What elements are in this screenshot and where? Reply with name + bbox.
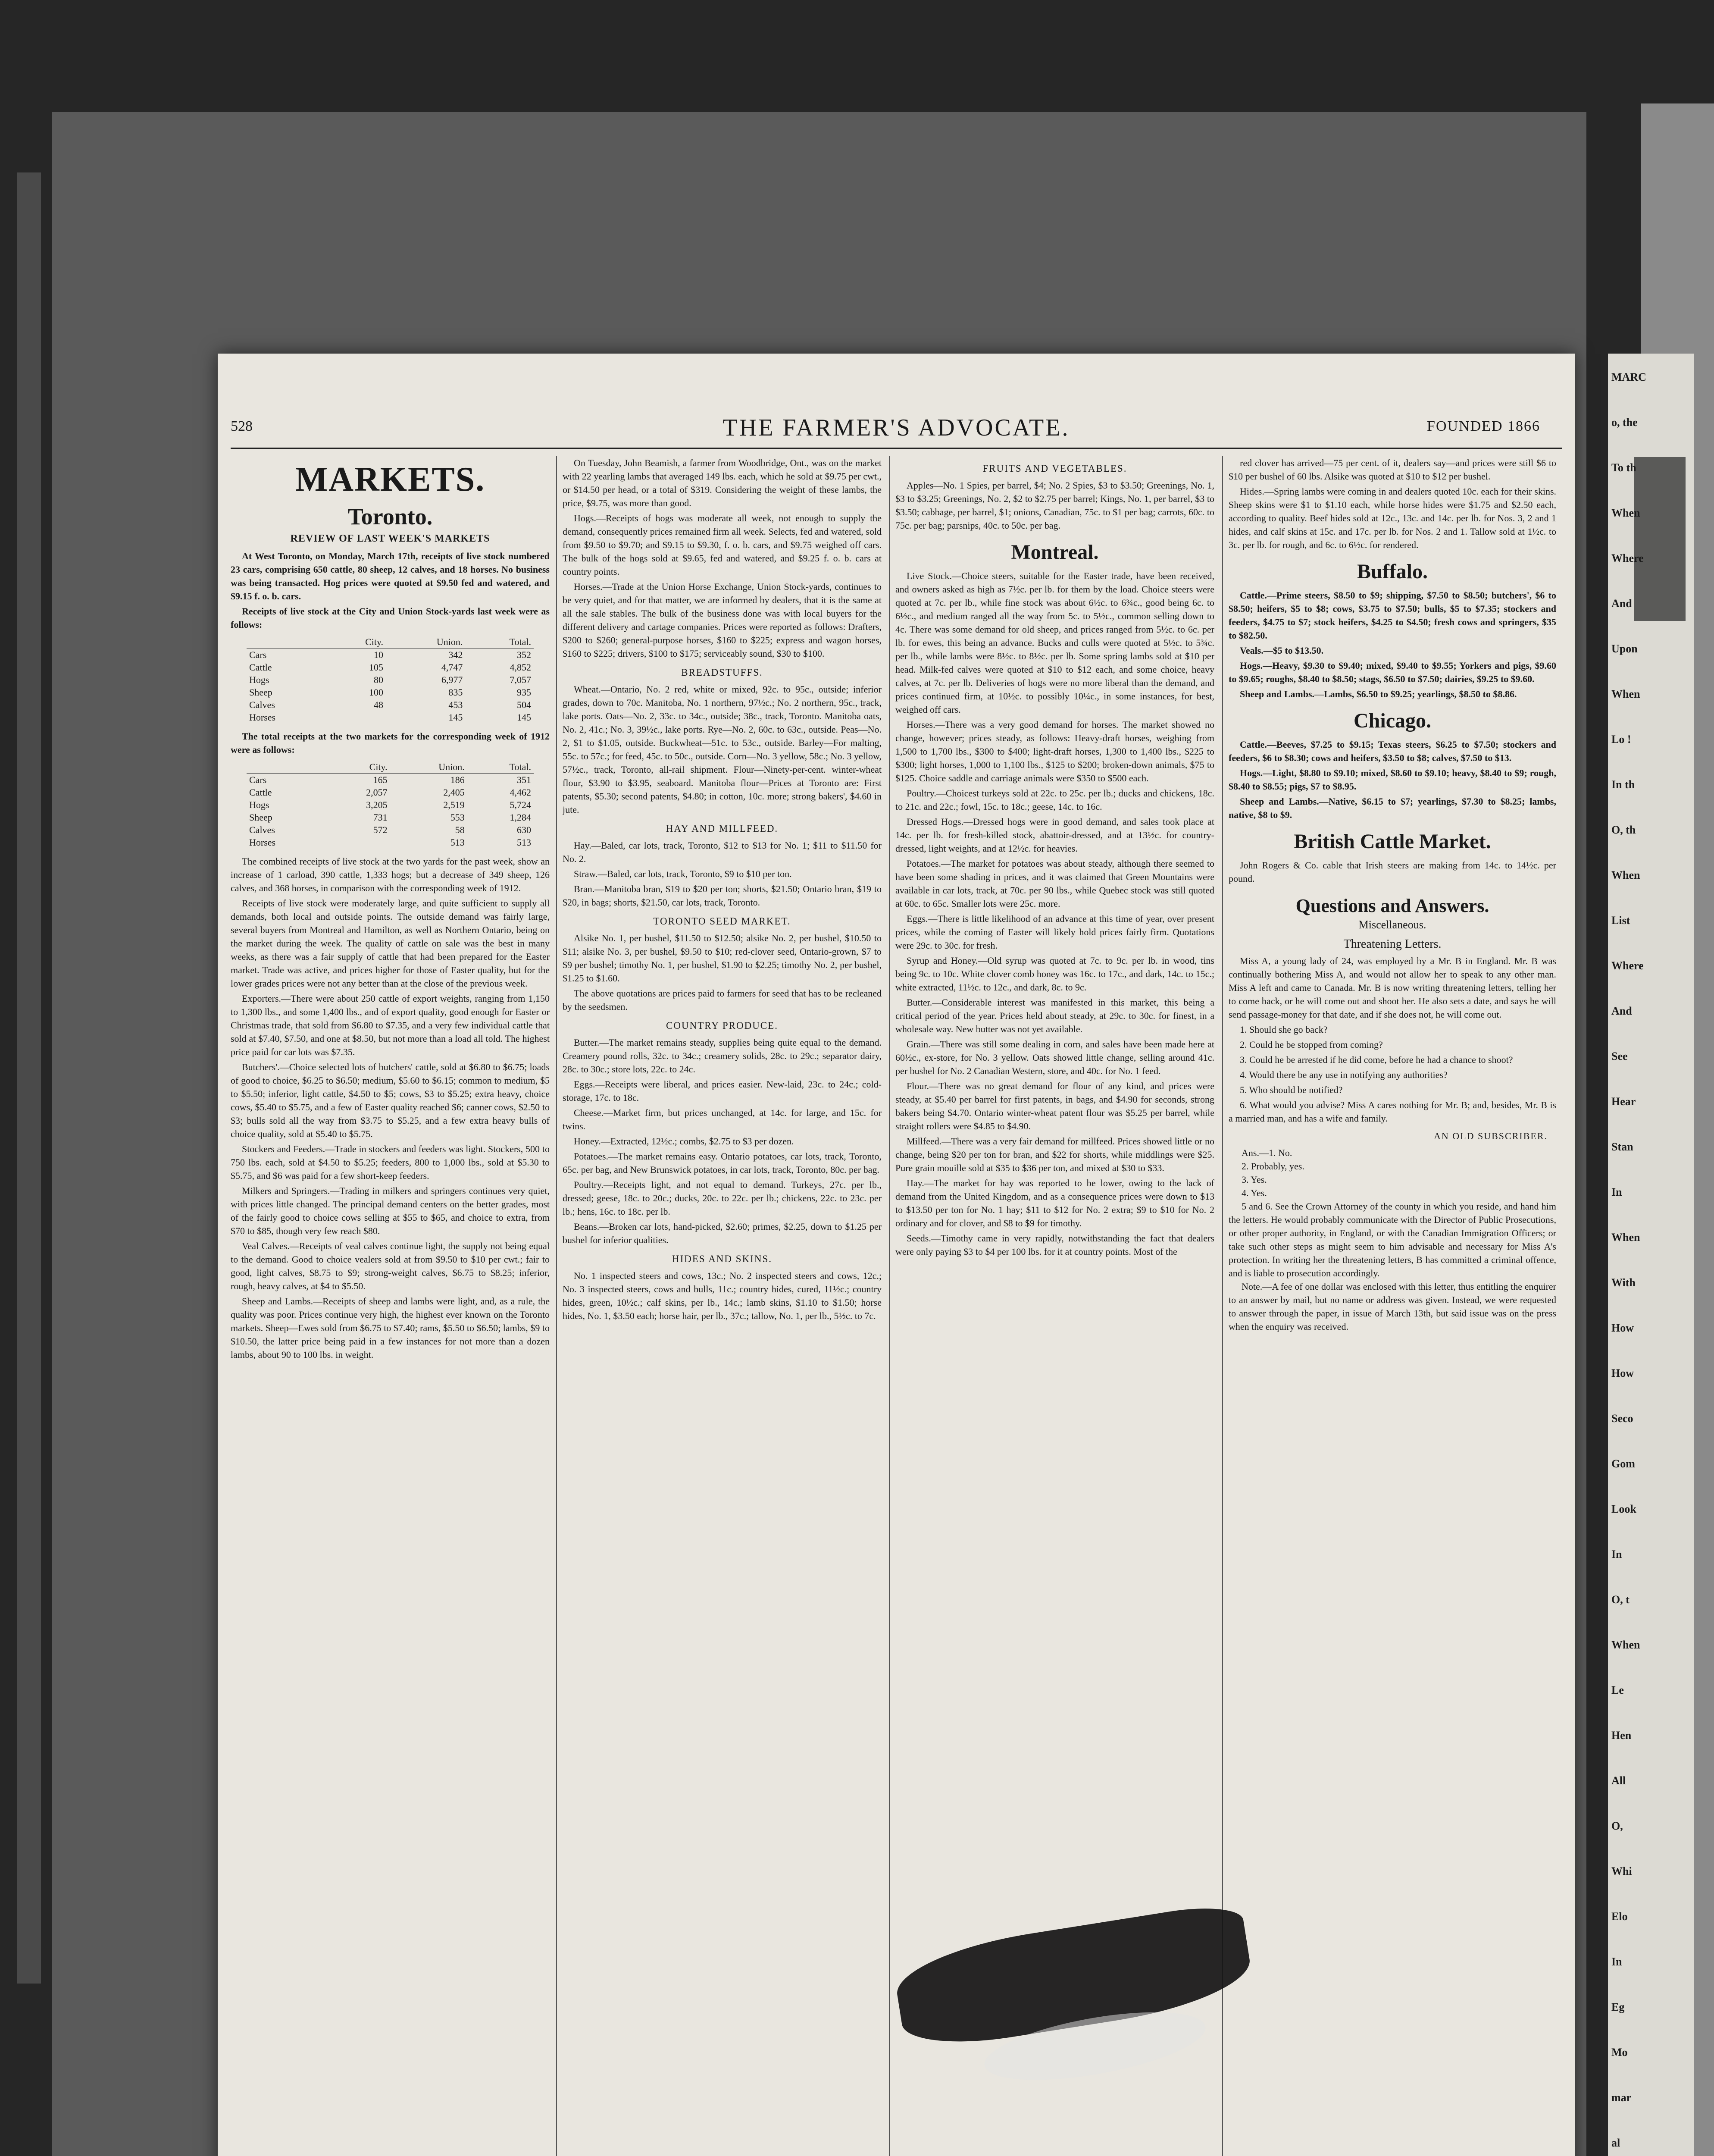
adjacent-page-word: Where xyxy=(1611,552,1644,564)
adjacent-page-word: Eg xyxy=(1611,2001,1625,2013)
film-edge-left xyxy=(17,172,41,1984)
table-cell: 935 xyxy=(517,687,531,698)
table-cell: Horses xyxy=(249,712,276,723)
table-cell: 731 xyxy=(373,812,388,823)
review-heading: REVIEW OF LAST WEEK'S MARKETS xyxy=(290,533,490,544)
market-paragraph: Butter.—Considerable interest was manifested in this market, this being a critical period of the year. Prices held about steady, at 29c. to 30c. for finest, in a wholesale way. New butter was not yet available. xyxy=(895,997,1214,1034)
threatening-letters-body xyxy=(1229,954,1556,1125)
adjacent-page-word: In th xyxy=(1611,778,1635,791)
market-paragraph: Butchers'.—Choice selected lots of butchers' cattle, sold at $6.80 to $6.75; loads of good to choice, $6.25 to $6.50; medium, $5.60 to $6.15; common to medium, $5 to $5.50; inferior, light cattle, $4.50 to $5; cows, $3 to $5.25; extra heavy, choice cows, $5.40 to $5.75, and a few of Easter quality reached $6; canner cows, $2.50 to $3; bulls sold all the way from $3.75 to $5.25, and a few extra heavy bulls of choice quality, sold at $5.40 to $5.75. xyxy=(231,1062,550,1139)
table-cell: 2,405 xyxy=(443,787,465,798)
market-paragraph: red clover has arrived—75 per cent. of it, dealers say—and prices were still $6 to $10 per bushel of 60 lbs. Alsike was quoted at $10 to $12 per bushel. xyxy=(1229,458,1556,482)
questions-answers-heading: Questions and Answers. xyxy=(1295,895,1489,916)
column-2 xyxy=(563,456,882,2156)
adjacent-page-word: Upon xyxy=(1611,642,1638,655)
letter-paragraph: 1. Should she go back? xyxy=(1240,1024,1328,1035)
chicago-heading: Chicago. xyxy=(1354,709,1431,732)
founded-line: FOUNDED 1866 xyxy=(1427,418,1540,434)
letter-paragraph: 6. What would you advise? Miss A cares nothing for Mr. B; and, besides, Mr. B is a married man, and has a wife and family. xyxy=(1229,1100,1556,1124)
market-paragraph: Millfeed.—There was a very fair demand for millfeed. Prices showed little or no change, being $20 per ton for bran, and $22 for shorts, while middlings were $25. Pure grain mouille sold at $35 to $36 per ton, and mixed at $30 to $33. xyxy=(895,1136,1214,1173)
adjacent-page-word: O, xyxy=(1611,1820,1623,1832)
answers-body xyxy=(1229,1146,1556,1333)
table-row xyxy=(247,649,534,661)
adjacent-page-word: Mo xyxy=(1611,2046,1628,2059)
table-cell: 352 xyxy=(517,649,531,660)
table-cell: 10 xyxy=(374,649,384,660)
table-cell: 572 xyxy=(373,824,388,835)
market-paragraph: Butter.—The market remains steady, supplies being quite equal to the demand. Creamery pound rolls, 32c. to 34c.; creamery solids, 28c. to 29c.; separator dairy, 28c. to 30c.; store lots, 22c. to 24c. xyxy=(563,1037,882,1075)
adjacent-page-word: MARC xyxy=(1611,371,1646,383)
market-paragraph: Straw.—Baled, car lots, track, Toronto, $9 to $10 per ton. xyxy=(574,868,792,879)
table-header: City. xyxy=(325,761,390,774)
market-paragraph: Eggs.—There is little likelihood of an advance at this time of year, over present prices, while the coming of Easter will likely hold prices fairly firm. Quotations were 29c. to 30c. for fresh. xyxy=(895,913,1214,951)
masthead-title: THE FARMER'S ADVOCATE. xyxy=(723,414,1070,441)
market-paragraph: Apples—No. 1 Spies, per barrel, $4; No. 2 Spies, $3 to $3.50; Greenings, No. 1, $3 to $3.25; Greenings, No. 2, $2 to $2.75 per barrel; Kings, No. 1, per barrel, $3 to $3.50; cabbage, per barrel, $1; onions, Canadian, 75c. to $1 per bag; carrots, 60c. to 75c. per bag; parsnips, 40c. to 50c. per bag. xyxy=(895,480,1214,531)
column-1 xyxy=(231,456,550,2156)
table-cell: 504 xyxy=(517,699,531,710)
market-paragraph: Grain.—There was still some dealing in corn, and sales have been made here at 60½c., ex-store, for No. 3 yellow. Oats showed little change, selling around 41c. per bushel for No. 2 Canadian Western, store, and 40c. for No. 1 feed. xyxy=(895,1039,1214,1076)
table-cell: 145 xyxy=(448,712,463,723)
table-cell: 513 xyxy=(517,837,531,848)
table-cell: 2,519 xyxy=(443,799,465,810)
fruits-body xyxy=(895,479,1214,532)
table-cell: 165 xyxy=(373,774,388,785)
table-cell: 835 xyxy=(448,687,463,698)
table-row xyxy=(247,786,534,799)
table-cell: Sheep xyxy=(249,687,272,698)
letter-paragraph: 4. Would there be any use in notifying any authorities? xyxy=(1240,1069,1448,1080)
table-cell: Hogs xyxy=(249,799,269,810)
adjacent-page-fragment xyxy=(1608,354,1694,2156)
table-header xyxy=(247,636,327,649)
market-paragraph: Veals.—$5 to $13.50. xyxy=(1240,645,1324,656)
receipts-table-current xyxy=(247,636,534,724)
adjacent-page-word: How xyxy=(1611,1367,1634,1379)
seed-body xyxy=(563,931,882,1013)
letter-paragraph: 5. Who should be notified? xyxy=(1240,1084,1343,1095)
column-2-top xyxy=(563,456,882,660)
answer-paragraph: 3. Yes. xyxy=(1242,1174,1267,1185)
intro-paragraph: At West Toronto, on Monday, March 17th, receipts of live stock numbered 23 cars, comprising 650 cattle, 80 sheep, 12 calves, and 18 horses. No business was being transacted. Hog prices were quoted at $9.50 fed and watered, and $9.15 f. o. b. cars. xyxy=(231,551,550,602)
table-cell: Cars xyxy=(249,774,267,785)
breadstuffs-body xyxy=(563,683,882,816)
table-cell: 2,057 xyxy=(366,787,388,798)
buffalo-heading: Buffalo. xyxy=(1357,560,1428,583)
hay-heading: HAY AND MILLFEED. xyxy=(666,823,779,834)
market-paragraph: Hay.—The market for hay was reported to be lower, owing to the lack of demand from the United Kingdom, and as a consequence prices were down to $13 to $13.50 per ton for No. 1 hay; $11 to $12 for No. 2 extra; $9 to $10 for No. 2 ordinary and for clover, and $8 to $9 for timothy. xyxy=(895,1178,1214,1228)
country-produce-body xyxy=(563,1036,882,1247)
market-paragraph: Potatoes.—The market for potatoes was about steady, although there seemed to have been some shading in prices, and it was claimed that Green Mountains were available in car lots, track, at 70c. per 90 lbs., while Quebec stock was still quoted at 60c. to 65c. Smaller lots were 25c. more. xyxy=(895,858,1214,909)
table-cell: 4,462 xyxy=(510,787,531,798)
market-paragraph: Exporters.—There were about 250 cattle of export weights, ranging from 1,150 to 1,300 lbs., and some 1,400 lbs., and of export quality, good enough for Easter or Christmas trade, that sold from $6.80 to $7.35, and a very few individual cattle that sold at $7.40, $7.50, and one at $8.50, but not more than a load all told. The highest price paid for car lots was $7.35. xyxy=(231,993,550,1057)
table-cell: 186 xyxy=(450,774,465,785)
table-cell: Hogs xyxy=(249,674,269,685)
answer-paragraph: Note.—A fee of one dollar was enclosed with this letter, thus entitling the enquirer to an answer by mail, but no name or address was given. Instead, we were requested to answer through the paper, in issue of March 13th, but said issue was on the press when the enquiry was received. xyxy=(1229,1281,1556,1332)
adjacent-page-word: In xyxy=(1611,1548,1622,1561)
market-paragraph: Receipts of live stock were moderately large, and quite sufficient to supply all demands, both local and outside points. The outside demand was fairly large, several buyers from Montreal and Hamilton, as well as Northern Ontario, being on the market during the week. The quality of cattle on sale was the best in many weeks, as there was a fair supply of cattle that had been prepared for the Easter market. Trade was active, and prices higher for those of Easter quality, but for the lower grades prices were not any better than at the close of the previous week. xyxy=(231,898,550,989)
adjacent-page-illustration xyxy=(1634,457,1686,621)
hides-heading: HIDES AND SKINS. xyxy=(672,1253,772,1264)
market-paragraph: Hogs.—Receipts of hogs was moderate all week, not enough to supply the demand, consequently prices remained firm all week. Selects, fed and watered, sold from $9.50 to $9.70; and $9.15 to $9.30, f. o. b. cars, and $9.75 weighed off cars. The bulk of the hogs sold at $9.65, fed and watered, and $9.25 f. o. b. cars at country points. xyxy=(563,513,882,577)
adjacent-page-word: When xyxy=(1611,1639,1640,1651)
british-market-heading: British Cattle Market. xyxy=(1294,830,1491,853)
column-rule xyxy=(1222,456,1223,2156)
table-cell: 453 xyxy=(448,699,463,710)
market-paragraph: Hogs.—Heavy, $9.30 to $9.40; mixed, $9.40 to $9.55; Yorkers and pigs, $9.60 to $9.65; roughs, $8.40 to $8.50; stags, $6.50 to $7.50; dairies, $9.25 to $9.60. xyxy=(1229,660,1556,684)
table-cell xyxy=(325,836,390,849)
table-cell: 342 xyxy=(448,649,463,660)
market-paragraph: Poultry.—Receipts light, and not equal to demand. Turkeys, 27c. per lb., dressed; geese, 18c. to 20c.; ducks, 20c. to 22c. per lb.; chickens, 22c. to 23c. per lb.; hens, 16c. to 18c. per lb. xyxy=(563,1179,882,1217)
table-cell: 1,284 xyxy=(510,812,531,823)
hides-body xyxy=(563,1269,882,1322)
adjacent-page-word: Hear xyxy=(1611,1095,1636,1108)
table-header: Union. xyxy=(386,636,465,649)
table-row xyxy=(247,661,534,674)
adjacent-page-word: See xyxy=(1611,1050,1628,1062)
market-paragraph: Bran.—Manitoba bran, $19 to $20 per ton; shorts, $21.50; Ontario bran, $19 to $20, in bags; shorts, $21.50, car lots, track, Toronto. xyxy=(563,884,882,908)
buffalo-body xyxy=(1229,589,1556,701)
table-header: Union. xyxy=(390,761,467,774)
table-cell: 4,747 xyxy=(441,662,463,673)
adjacent-page-word: How xyxy=(1611,1322,1634,1334)
market-paragraph: Seeds.—Timothy came in very rapidly, notwithstanding the fact that dealers were only paying $3 to $4 per 100 lbs. for it at country points. Most of the xyxy=(895,1233,1214,1257)
table-cell: 145 xyxy=(517,712,531,723)
miscellaneous-subheading: Miscellaneous. xyxy=(1358,918,1426,931)
table-cell: Sheep xyxy=(249,812,272,823)
table-row xyxy=(247,824,534,836)
table-cell: Cattle xyxy=(249,787,272,798)
table-cell: Calves xyxy=(249,699,275,710)
adjacent-page-word: To th xyxy=(1611,461,1636,474)
market-paragraph: Wheat.—Ontario, No. 2 red, white or mixed, 92c. to 95c., outside; inferior grades, down to 70c. Manitoba, No. 1 northern, 97½c.; No. 2 northern, 95c., track, lake ports. Oats—No. 2, 33c. to 34c., outside; 38c., track, Toronto. Manitoba oats, No. 2, 41c.; No. 3, 39½c., lake ports. Rye—No. 2, 60c. to 63c., outside. Peas—No. 2, $1 to $1.05, outside. Buckwheat—51c. to 53c., outside. Barley—For malting, 55c. to 57c.; for feed, 45c. to 50c., outside. Corn—No. 3 yellow, 58c.; No. 3 yellow, 57½c., track, Toronto, all-rail shipment. Flour—Ninety-per-cent. winter-wheat flour, $3.90 to $3.95, seaboard. Manitoba flour—Prices at Toronto are: First patents, $5.30; second patents, $4.80; in cotton, 10c. more; strong bakers', $4.60 in jute. xyxy=(563,684,882,815)
table-cell: Cars xyxy=(249,649,267,660)
column-4-top xyxy=(1229,456,1556,552)
adjacent-page-word: List xyxy=(1611,914,1630,927)
adjacent-page-word: Seco xyxy=(1611,1412,1633,1425)
market-paragraph: Hogs.—Light, $8.80 to $9.10; mixed, $8.60 to $9.10; heavy, $8.40 to $9; rough, $8.40 to $8.55; pigs, $7 to $8.95. xyxy=(1229,768,1556,792)
market-paragraph: The above quotations are prices paid to farmers for seed that has to be recleaned by the seedsmen. xyxy=(563,988,882,1012)
market-paragraph: Honey.—Extracted, 12½c.; combs, $2.75 to $3 per dozen. xyxy=(574,1136,794,1147)
table-row xyxy=(247,711,534,724)
answer-paragraph: 4. Yes. xyxy=(1242,1188,1267,1198)
adjacent-page-word: Hen xyxy=(1611,1729,1632,1742)
market-paragraph: Live Stock.—Choice steers, suitable for the Easter trade, have been received, and owners asked as high as 7½c. per lb. for them by the load. Choice steers were quoted at 7c. per lb., while fine stock was about 6½c. to 6¾c., good being 6c. to 6½c., and medium ranged all the way from 5c. to 5½c., common selling down to 4c. There was some demand for old sheep, and prices ranged from 5½c. to 6c. per lb. for ewes, this being an advance. Bucks and culls were quoted at 5½c. to 5¾c. per lb., while lambs were 8½c. to 8½c. per lb. Some spring lambs sold at $10 per head. Milk-fed calves were quoted at $10 to $12 each, and some choice, heavy calves, at 7c. per lb. Deliveries of hogs were no more liberal than the demand, and prices continued firm, at 10½c. to possibly 10¼c., in some instances, for best, weighed off cars. xyxy=(895,570,1214,715)
market-paragraph: Syrup and Honey.—Old syrup was quoted at 7c. to 9c. per lb. in wood, tins being 9c. to 10c. White clover comb honey was 16c. to 17c., and dark, 14c. to 15c.; white extracted, 11½c. to 12c., and dark, 8c. to 9c. xyxy=(895,955,1214,993)
table-cell: 513 xyxy=(450,837,465,848)
adjacent-page-word: And xyxy=(1611,597,1632,610)
table-row xyxy=(247,674,534,686)
market-paragraph: On Tuesday, John Beamish, a farmer from Woodbridge, Ont., was on the market with 22 yearling lambs that averaged 149 lbs. each, which he sold at $9.75 per cwt., or $14.50 per head, or a total of $319. Considering the weight of these lambs, the price, $9.75, was more than good. xyxy=(563,458,882,508)
adjacent-page-word: When xyxy=(1611,869,1640,881)
table-row xyxy=(247,699,534,711)
table-cell: Calves xyxy=(249,824,275,835)
market-paragraph: Eggs.—Receipts were liberal, and prices easier. New-laid, 23c. to 24c.; cold-storage, 17c. to 18c. xyxy=(563,1079,882,1103)
market-paragraph: Beans.—Broken car lots, hand-picked, $2.60; primes, $2.25, down to $1.25 per bushel for inferior qualities. xyxy=(563,1221,882,1245)
adjacent-page-word: O, t xyxy=(1611,1593,1630,1606)
adjacent-page-word: mar xyxy=(1611,2091,1632,2104)
adjacent-page-word: When xyxy=(1611,1231,1640,1244)
market-paragraph: Horses.—There was a very good demand for horses. The market showed no change, however; prices steady, as follows: Heavy-draft horses, weighing from 1,500 to 1,700 lbs., $300 to $400; light-draft horses, 1,300 to 1,400 lbs., $225 to $300; light horses, 1,000 to 1,100 lbs., $125 to $200; broken-down animals, $75 to $125. Choice saddle and carriage animals were $350 to $500 each. xyxy=(895,719,1214,783)
table-cell: 630 xyxy=(517,824,531,835)
table-cell: 351 xyxy=(517,774,531,785)
adjacent-page-word: Gom xyxy=(1611,1457,1635,1470)
table-row xyxy=(247,774,534,787)
table-cell: 553 xyxy=(450,812,465,823)
adjacent-page-word: When xyxy=(1611,688,1640,700)
table-header: Total. xyxy=(465,636,534,649)
receipts-table-1912 xyxy=(247,761,534,849)
receipts-1912-intro: The total receipts at the two markets for the corresponding week of 1912 were as follows: xyxy=(231,731,550,755)
adjacent-page-word: Stan xyxy=(1611,1141,1633,1153)
table-cell xyxy=(327,711,386,724)
adjacent-page-word: Look xyxy=(1611,1503,1636,1515)
adjacent-page-word: al xyxy=(1611,2137,1620,2149)
market-paragraph: John Rogers & Co. cable that Irish steers are making from 14c. to 14½c. per pound. xyxy=(1229,860,1556,884)
country-produce-heading: COUNTRY PRODUCE. xyxy=(666,1020,778,1031)
adjacent-page-word: Le xyxy=(1611,1684,1624,1696)
adjacent-page-word: And xyxy=(1611,1005,1632,1017)
answer-paragraph: Ans.—1. No. xyxy=(1242,1147,1292,1158)
market-paragraph: Cattle.—Beeves, $7.25 to $9.15; Texas steers, $6.25 to $7.50; stockers and feeders, $6 to $8.30; cows and heifers, $3.50 to $8; calves, $7.50 to $13. xyxy=(1229,739,1556,763)
montreal-heading: Montreal. xyxy=(1011,541,1099,564)
adjacent-page-word: When xyxy=(1611,507,1640,519)
market-paragraph: Sheep and Lambs.—Native, $6.15 to $7; yearlings, $7.30 to $8.25; lambs, native, $8 to $9. xyxy=(1229,796,1556,820)
fruits-heading: FRUITS AND VEGETABLES. xyxy=(982,463,1127,474)
adjacent-page-word: Where xyxy=(1611,959,1644,972)
receipts-intro: Receipts of live stock at the City and Union Stock-yards last week were as follows: xyxy=(231,606,550,630)
adjacent-page-word: Whi xyxy=(1611,1865,1632,1877)
table-cell: 105 xyxy=(369,662,384,673)
market-paragraph: Hides.—Spring lambs were coming in and dealers quoted 10c. each for their skins. Sheep skins were $1 to $1.10 each, while horse hides were $1.75 and $2.50 each, according to quality. Beef hides sold at 12c., 13c. and 14c. per lb. for Nos. 3, 2 and 1 hides, and calf skins at 15c. and 17c. per lb. for Nos. 2 and 1. Tallow sold at 1½c. to 3c. per lb. for rough, and 6c. to 6½c. for rendered. xyxy=(1229,486,1556,550)
signature: AN OLD SUBSCRIBER. xyxy=(1434,1131,1548,1141)
market-paragraph: Hay.—Baled, car lots, track, Toronto, $12 to $13 for No. 1; $11 to $11.50 for No. 2. xyxy=(563,840,882,864)
montreal-body xyxy=(895,569,1214,1258)
table-header: Total. xyxy=(467,761,534,774)
table-cell: Horses xyxy=(249,837,276,848)
column-4 xyxy=(1229,456,1556,2156)
market-paragraph: Sheep and Lambs.—Receipts of sheep and lambs were light, and, as a rule, the quality was poor. Prices continue very high, the highest ever known on the Toronto markets. Sheep—Ewes sold from $6.75 to $7.40; rams, $5.50 to $6.50; lambs, $9 to $10.50, the latter price being paid in a few instances for not more than a dozen lambs, about 90 to 100 lbs. in weight. xyxy=(231,1296,550,1360)
adjacent-page-word: o, the xyxy=(1611,416,1638,429)
table-header xyxy=(247,761,325,774)
letter-paragraph: Miss A, a young lady of 24, was employed by a Mr. B in England. Mr. B was continually bothering Miss A, and would not allow her to speak to any other man. Miss A left and came to Canada. Mr. B is now writing threatening letters, telling her to come back, or he will come out and shoot her. He also sets a date, and says he will send passage-money for that date, and if she does not, he will come out. xyxy=(1229,956,1556,1020)
market-paragraph: The combined receipts of live stock at the two yards for the past week, show an increase of 1 carload, 390 cattle, 1,333 hogs; but a decrease of 349 sheep, 126 calves, and 368 horses, in comparison with the corresponding week of 1912. xyxy=(231,856,550,893)
table-cell: 4,852 xyxy=(510,662,531,673)
market-paragraph: Veal Calves.—Receipts of veal calves continue light, the supply not being equal to the demand. Good to choice vealers sold at from $9.50 to $10 per cwt.; fair to good, light calves, $8.75 to $9; strong-weight calves, $6.75 to $8.25; inferior, rough, heavy calves, at $4 to $5.50. xyxy=(231,1241,550,1291)
market-paragraph: Horses.—Trade at the Union Horse Exchange, Union Stock-yards, continues to be very quiet, and for that matter, we are informed by dealers, that it is the same at all the sale stables. The bulk of the business done was with local buyers for the different delivery and cartage companies. Prices were reported as follows: Drafters, $200 to $260; general-purpose horses, $160 to $225; express and wagon horses, $160 to $225; drivers, $100 to $175; serviceably sound, $30 to $100. xyxy=(563,581,882,659)
adjacent-page-word: Elo xyxy=(1611,1910,1628,1923)
table-row xyxy=(247,836,534,849)
toronto-heading: Toronto. xyxy=(347,504,433,530)
british-market-body xyxy=(1229,859,1556,885)
breadstuffs-heading: BREADSTUFFS. xyxy=(681,667,763,678)
table-cell: 5,724 xyxy=(510,799,531,810)
page-number: 528 xyxy=(231,418,253,434)
adjacent-page-word: With xyxy=(1611,1276,1636,1289)
market-paragraph: Milkers and Springers.—Trading in milkers and springers continues very quiet, with prices little changed. The principal demand centers on the better grades, most of the fairly good to choice cows selling at $55 to $65, and choice to extra, from $70 to $85, though very few reach $80. xyxy=(231,1185,550,1236)
table-cell: 58 xyxy=(455,824,465,835)
market-paragraph: Cattle.—Prime steers, $8.50 to $9; shipping, $7.50 to $8.50; butchers', $6 to $8.50; heifers, $5 to $8; cows, $3.75 to $7.50; bulls, $5 to $7.35; stockers and feeders, $4.75 to $7; stock heifers, $4.25 to $4.50; fresh cows and springers, $35 to $82.50. xyxy=(1229,590,1556,641)
column-1-body xyxy=(231,855,550,1361)
market-paragraph: Potatoes.—The market remains easy. Ontario potatoes, car lots, track, Toronto, 65c. per bag, and New Brunswick potatoes, in car lots, track, Toronto, 80c. per bag. xyxy=(563,1151,882,1175)
table-row xyxy=(247,686,534,699)
markets-heading: MARKETS. xyxy=(295,461,485,498)
column-3 xyxy=(895,456,1214,2156)
seed-heading: TORONTO SEED MARKET. xyxy=(653,916,791,927)
market-paragraph: Sheep and Lambs.—Lambs, $6.50 to $9.25; yearlings, $8.50 to $8.86. xyxy=(1240,689,1517,699)
table-cell: 48 xyxy=(374,699,384,710)
adjacent-page-word: O, th xyxy=(1611,824,1636,836)
table-header: City. xyxy=(327,636,386,649)
table-cell: 100 xyxy=(369,687,384,698)
adjacent-page-word: In xyxy=(1611,1955,1622,1968)
threatening-letters-heading: Threatening Letters. xyxy=(1343,937,1442,951)
adjacent-page-word: Lo ! xyxy=(1611,733,1631,746)
answer-paragraph: 2. Probably, yes. xyxy=(1242,1161,1304,1172)
market-paragraph: No. 1 inspected steers and cows, 13c.; No. 2 inspected steers and cows, 12c.; No. 3 inspected steers, cows and bulls, 11c.; country hides, cured, 11½c.; country hides, green, 10½c.; calf skins, per lb., 14c.; lamb skins, $1.10 to $1.50; horse hides, No. 1, $3.50 each; horse hair, per lb., 37c.; tallow, No. 1, per lb., 5½c. to 7c. xyxy=(563,1270,882,1321)
letter-paragraph: 2. Could he be stopped from coming? xyxy=(1240,1039,1383,1050)
market-paragraph: Flour.—There was no great demand for flour of any kind, and prices were steady, at $5.40 per barrel for first patents, in bags, and $4.90 for seconds, strong bakers being $4.70. Ontario winter-wheat patent flour was $5.25 per barrel, while straight rollers were $4.85 to $4.90. xyxy=(895,1081,1214,1131)
table-cell: Cattle xyxy=(249,662,272,673)
market-paragraph: Dressed Hogs.—Dressed hogs were in good demand, and sales took place at 14c. per lb. for fresh-killed stock, abattoir-dressed, and at 13½c. for country-dressed, light weights, and at 12½c. for heavies. xyxy=(895,816,1214,854)
adjacent-page-word: All xyxy=(1611,1774,1626,1787)
market-paragraph: Poultry.—Choicest turkeys sold at 22c. to 25c. per lb.; ducks and chickens, 18c. to 21c. and 22c.; fowl, 15c. to 18c.; geese, 14c. to 16c. xyxy=(895,788,1214,812)
header-rule xyxy=(231,448,1562,449)
newspaper-page xyxy=(218,354,1575,2156)
chicago-body xyxy=(1229,738,1556,821)
market-paragraph: Alsike No. 1, per bushel, $11.50 to $12.50; alsike No. 2, per bushel, $10.50 to $11; alsike No. 3, per bushel, $9.50 to $10; red-clover seed, Ontario-grown, $7 to $9 per bushel; timothy No. 1, per bushel, $1.90 to $2.25; timothy No. 2, per bushel, $1.25 to $1.60. xyxy=(563,933,882,984)
column-rule xyxy=(556,456,557,2156)
table-row xyxy=(247,799,534,811)
table-cell: 80 xyxy=(374,674,384,685)
table-cell: 7,057 xyxy=(510,674,531,685)
table-row xyxy=(247,811,534,824)
adjacent-page-word: In xyxy=(1611,1186,1622,1198)
column-rule xyxy=(889,456,890,2156)
table-cell: 3,205 xyxy=(366,799,388,810)
market-paragraph: Stockers and Feeders.—Trade in stockers and feeders was light. Stockers, 500 to 750 lbs. each, sold at $4.50 to $5.25; feeders, 800 to 1,000 lbs., sold at $5.30 to $5.75, and $6 was paid for a few short-keep feeders. xyxy=(231,1144,550,1181)
hay-body xyxy=(563,839,882,909)
answer-paragraph: 5 and 6. See the Crown Attorney of the county in which you reside, and hand him the letters. He would probably communicate with the Director of Public Prosecutions, or other proper authority, in England, or with the Canadian Immigration Officers; or take such other steps as might seem to him advisable and necessary for Miss A's protection. In writing her the threatening letters, B has committed a criminal offence, and is liable to prosecution accordingly. xyxy=(1229,1201,1556,1279)
letter-paragraph: 3. Could he be arrested if he did come, before he had a chance to shoot? xyxy=(1240,1054,1513,1065)
market-paragraph: Cheese.—Market firm, but prices unchanged, at 14c. for large, and 15c. for twins. xyxy=(563,1107,882,1131)
table-cell: 6,977 xyxy=(441,674,463,685)
